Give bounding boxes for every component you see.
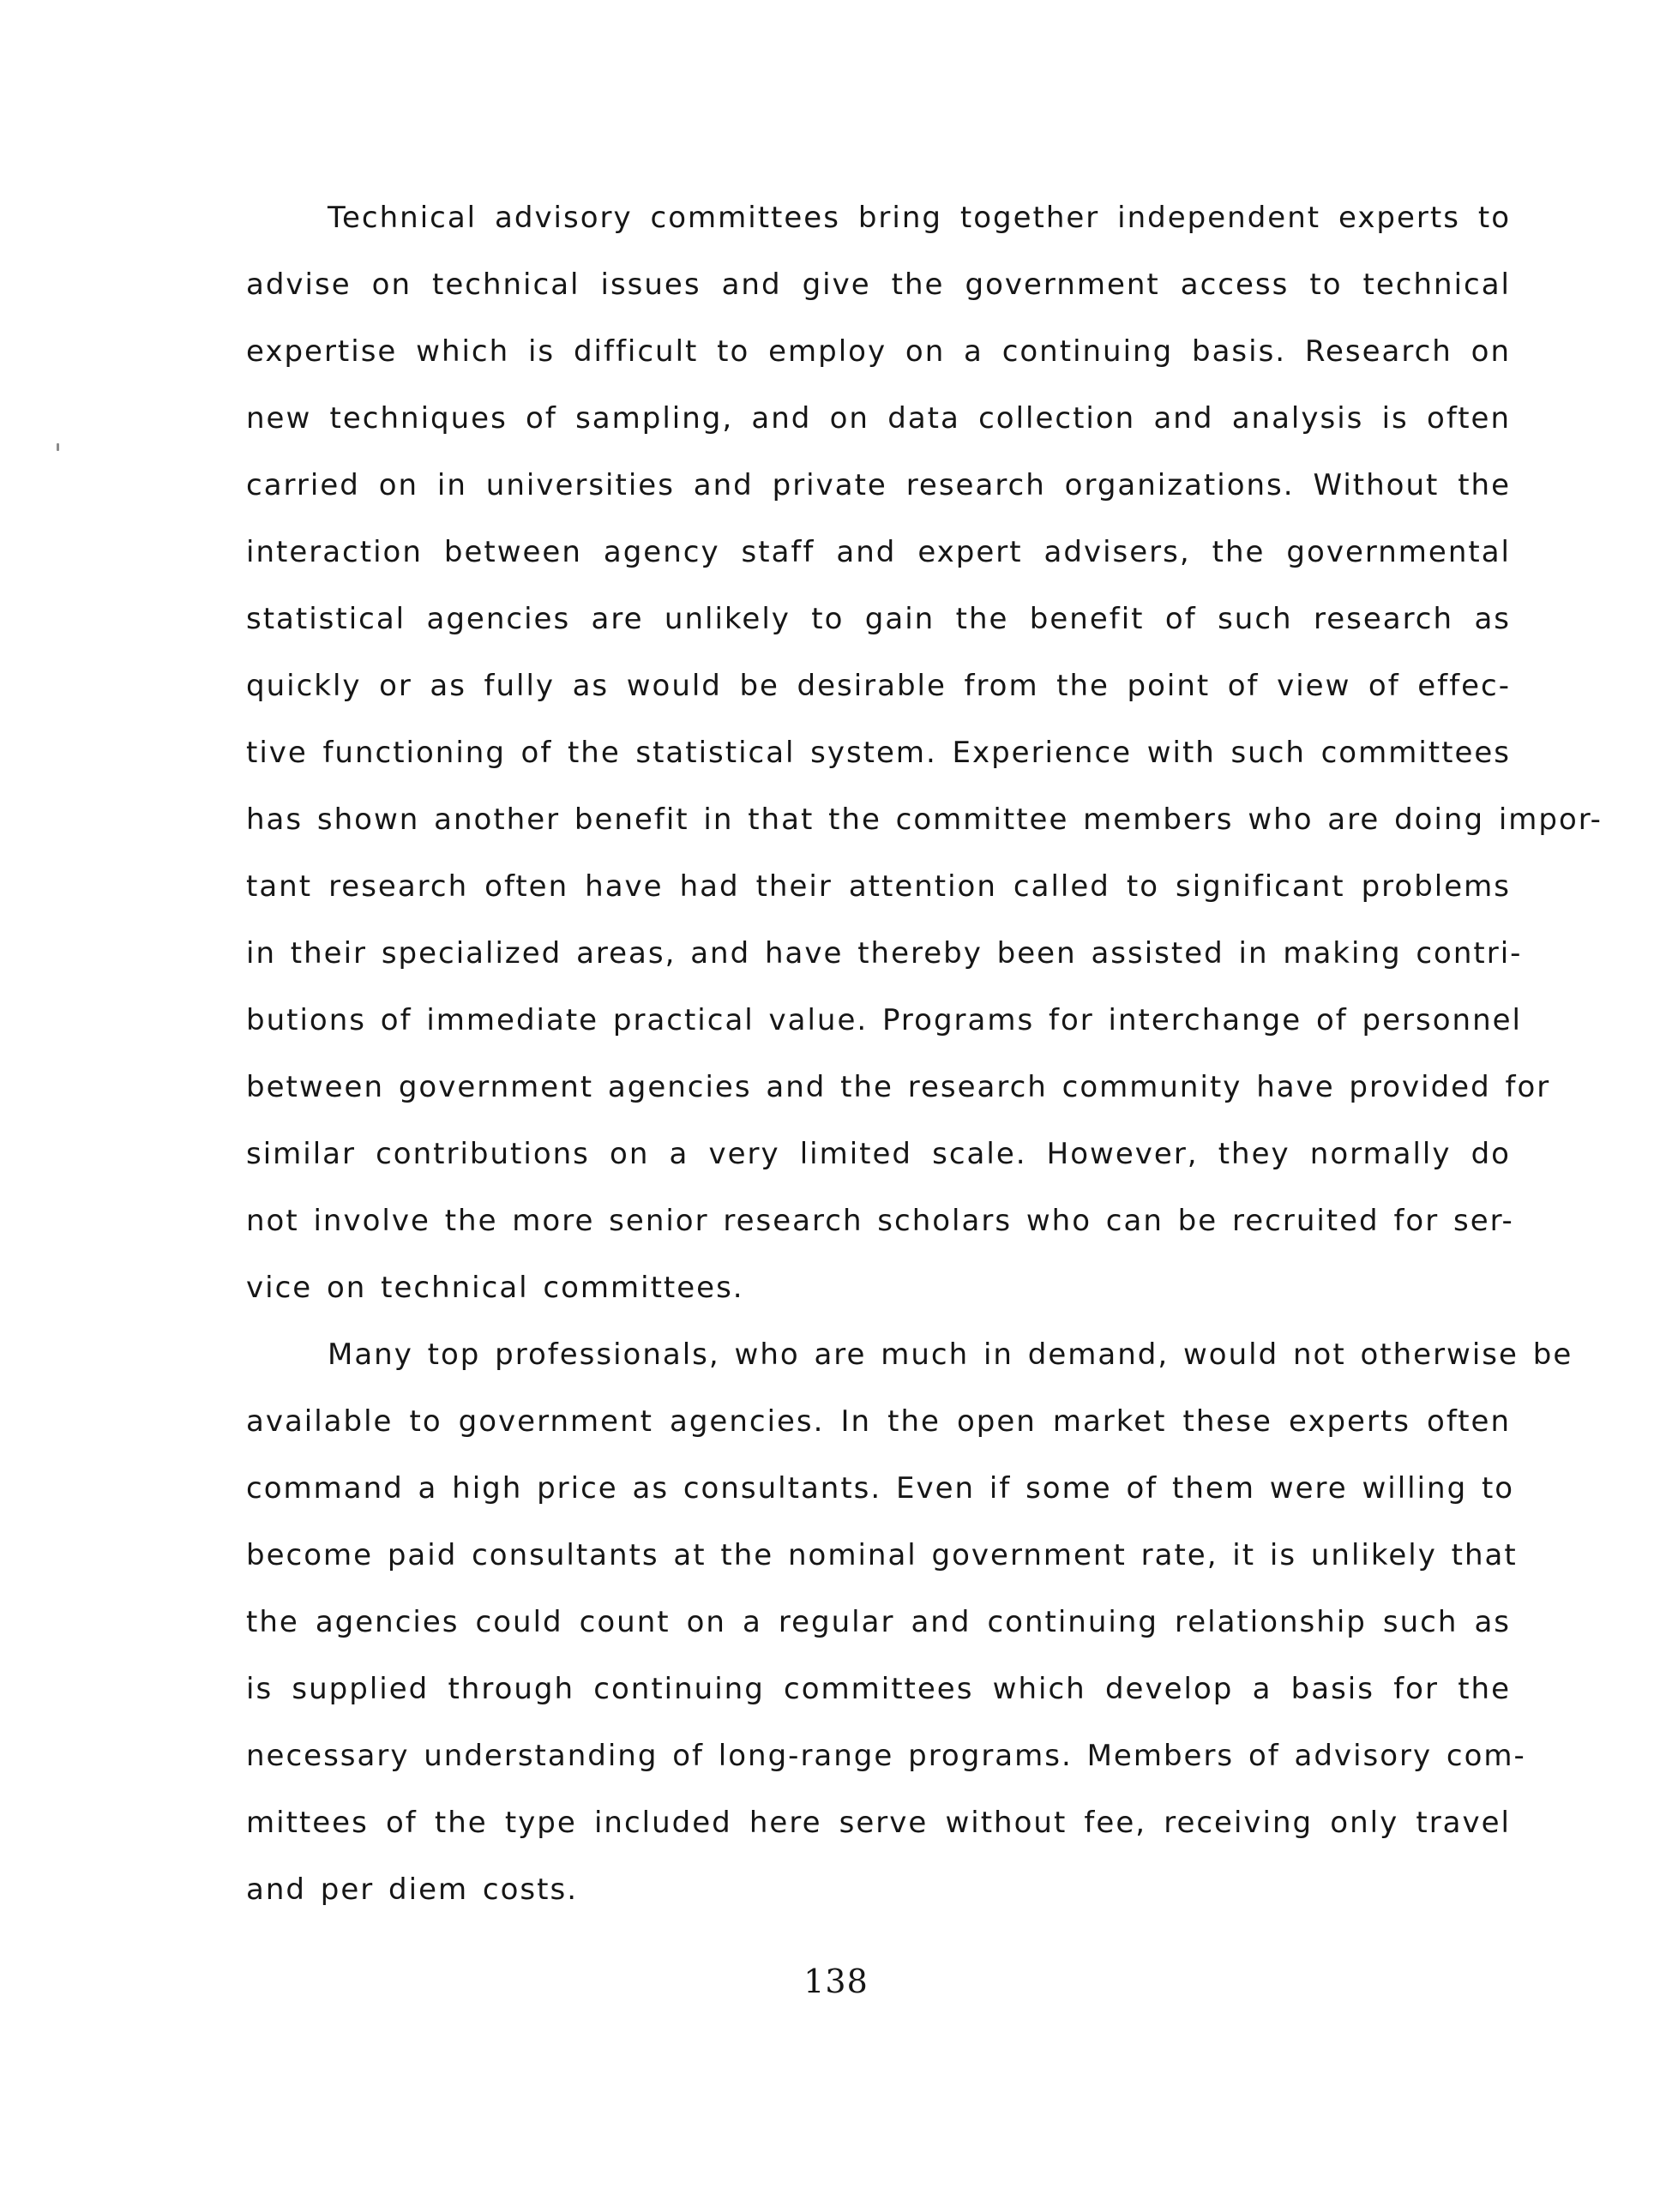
- text-line: Many top professionals, who are much in demand, would not otherwise be: [328, 1337, 1573, 1372]
- text-line: available to government agencies. In the open market these experts often: [246, 1404, 1511, 1439]
- scan-speck: [57, 443, 59, 451]
- text-line: quickly or as fully as would be desirable from the point of view of effec-: [246, 669, 1511, 703]
- text-line: between government agencies and the research community have provided for: [246, 1070, 1551, 1104]
- text-line: and per diem costs.: [246, 1872, 578, 1907]
- text-line: statistical agencies are unlikely to gain the benefit of such research as: [246, 602, 1511, 636]
- text-line: become paid consultants at the nominal government rate, it is unlikely that: [246, 1538, 1518, 1572]
- body-text: [246, 193, 1603, 1932]
- text-line: carried on in universities and private research organizations. Without the: [246, 468, 1511, 502]
- text-line: not involve the more senior research scholars who can be recruited for ser-: [246, 1204, 1514, 1238]
- text-line: butions of immediate practical value. Programs for interchange of personnel: [246, 1003, 1522, 1037]
- text-line: tive functioning of the statistical system. Experience with such committees: [246, 736, 1511, 770]
- paragraph-1: [246, 193, 1603, 1330]
- text-line: tant research often have had their attention called to significant problems: [246, 869, 1511, 904]
- text-line: the agencies could count on a regular and continuing relationship such as: [246, 1605, 1511, 1639]
- text-line: in their specialized areas, and have thereby been assisted in making contri-: [246, 936, 1523, 971]
- text-line: mittees of the type included here serve without fee, receiving only travel: [246, 1806, 1511, 1840]
- text-line: has shown another benefit in that the committee members who are doing impor-: [246, 802, 1603, 837]
- text-line: command a high price as consultants. Even if some of them were willing to: [246, 1471, 1515, 1506]
- text-line: advise on technical issues and give the government access to technical: [246, 267, 1511, 302]
- text-line: Technical advisory committees bring together independent experts to: [328, 201, 1511, 235]
- text-line: similar contributions on a very limited scale. However, they normally do: [246, 1137, 1511, 1171]
- text-line: necessary understanding of long-range programs. Members of advisory com-: [246, 1739, 1526, 1773]
- text-line: interaction between agency staff and expert advisers, the governmental: [246, 535, 1511, 569]
- text-line: new techniques of sampling, and on data collection and analysis is often: [246, 401, 1511, 436]
- text-line: vice on technical committees.: [246, 1271, 744, 1305]
- paragraph-2: [246, 1330, 1573, 1932]
- text-line: is supplied through continuing committees which develop a basis for the: [246, 1672, 1511, 1706]
- text-line: expertise which is difficult to employ on a continuing basis. Research on: [246, 334, 1511, 369]
- page-number: 138: [803, 1963, 869, 2000]
